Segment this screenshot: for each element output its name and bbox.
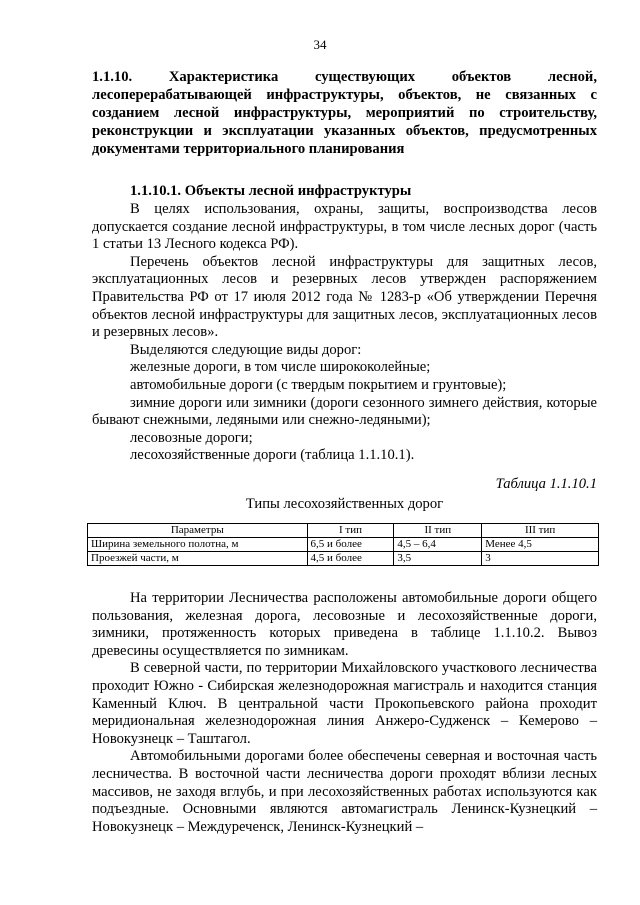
list-item: зимние дороги или зимники (дороги сезонного зимнего действия, которые бывают снежными, ледяными или снежно-ледяными); [92, 394, 597, 429]
list-item: лесовозные дороги; [130, 429, 253, 446]
table-cell: 4,5 – 6,4 [394, 538, 482, 552]
table-cell: 3 [482, 552, 599, 566]
paragraph: В целях использования, охраны, защиты, воспроизводства лесов допускается создание лесной инфраструктуры, в том числе лесных дорог (часть 1 статьи 13 Лесного кодекса РФ). [92, 201, 597, 253]
table-caption: Таблица 1.1.10.1 [495, 476, 597, 492]
page-number: 34 [313, 37, 327, 52]
table-header-cell: III тип [482, 524, 599, 538]
table-header-row [88, 524, 599, 538]
table-cell: 6,5 и более [307, 538, 394, 552]
section-body-2 [92, 590, 597, 836]
list-item: железные дороги, в том числе ширококолейные; [130, 359, 431, 376]
table-cell: Менее 4,5 [482, 538, 599, 552]
paragraph: Перечень объектов лесной инфраструктуры для защитных лесов, эксплуатационных лесов и резервных лесов утвержден распоряжением Правительства РФ от 17 июля 2012 года № 1283-р «Об утверждении Перечня объектов лесной инфраструктуры для защитных лесов, эксплуатационных лесов и резервных лесов». [92, 253, 597, 341]
table-header-cell: II тип [394, 524, 482, 538]
paragraph: На территории Лесничества расположены автомобильные дороги общего пользования, железная дорога, лесовозные и лесохозяйственные дороги, зимники, протяженность которых приведена в таблице 1.1.10.2. Вывоз древесины осуществляется по зимникам. [92, 590, 597, 659]
table-cell: Ширина земельного полотна, м [88, 538, 308, 552]
section-heading-text: Характеристика существующих объектов лесной, лесоперерабатывающей инфраструктуры, объектов, не связанных с созданием лесной инфраструктуры, мероприятий по строительству, реконструкции и эксплуатации указанных объектов, предусмотренных документами территориального планирования [92, 69, 597, 157]
table-header-cell: I тип [307, 524, 394, 538]
table-header-cell: Параметры [88, 524, 308, 538]
list-item: автомобильные дороги (с твердым покрытием и грунтовые); [130, 376, 507, 393]
list-item: лесохозяйственные дороги (таблица 1.1.10.1). [130, 447, 415, 464]
table-row [88, 538, 599, 552]
paragraph: Выделяются следующие виды дорог: [130, 341, 362, 358]
table-cell: Проезжей части, м [88, 552, 308, 566]
table-cell: 3,5 [394, 552, 482, 566]
table-title: Типы лесохозяйственных дорог [245, 496, 444, 512]
table-cell: 4,5 и более [307, 552, 394, 566]
section-body-1 [92, 201, 597, 465]
table-row [88, 552, 599, 566]
section-heading-number: 1.1.10. [92, 69, 133, 85]
road-types-table [87, 523, 599, 566]
paragraph: В северной части, по территории Михайловского участкового лесничества проходит Южно - Сибирская железнодорожная магистраль и находится станция Каменный Ключ. В центральной части Прокопьевского района проходит меридиональная железнодорожная линия Анжеро-Судженск – Кемерово – Новокузнецк – Таштагол. [92, 660, 597, 747]
subsection-heading: 1.1.10.1. Объекты лесной инфраструктуры [130, 183, 412, 199]
section-heading [92, 68, 597, 158]
paragraph: Автомобильными дорогами более обеспечены северная и восточная часть лесничества. В восточной части лесничества дороги проходят вблизи лесных массивов, не заходя вглубь, и при лесохозяйственных работах используются как подъездные. Основными являются автомагистраль Ленинск-Кузнецкий – Новокузнецк – Междуреченск, Ленинск-Кузнецкий – [92, 748, 597, 835]
